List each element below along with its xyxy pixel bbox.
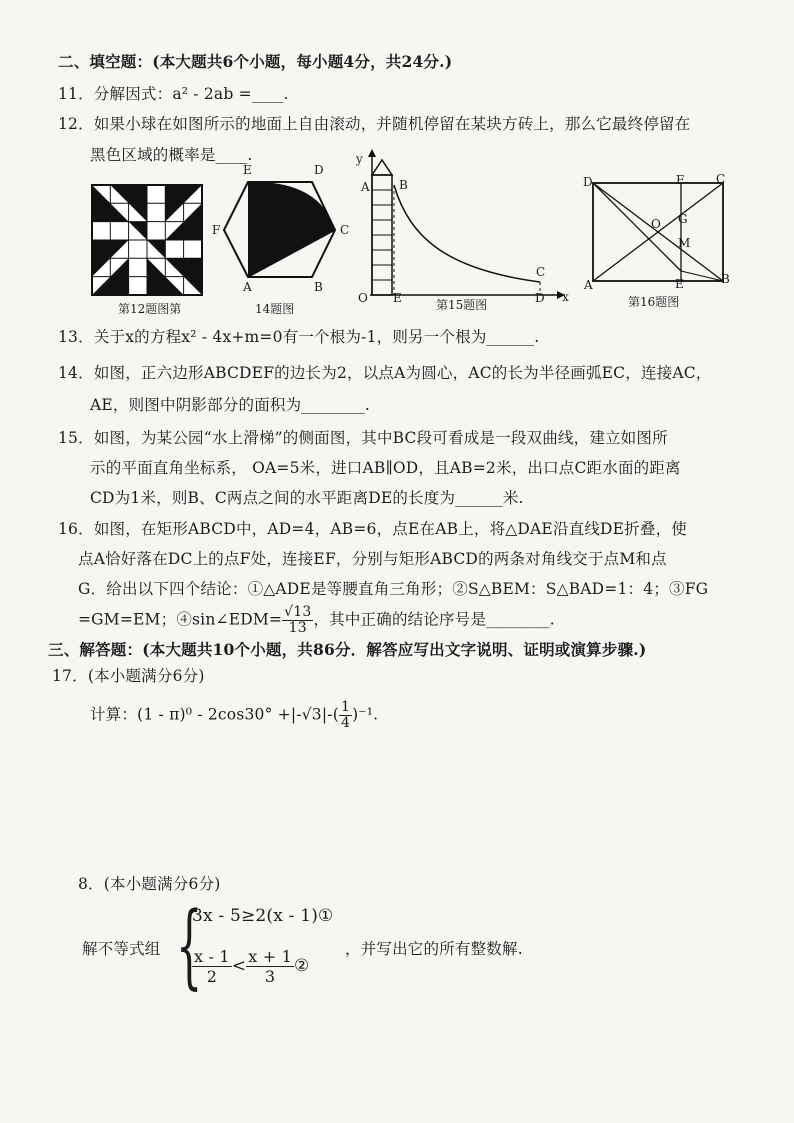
figure-14-caption: 14题图 (255, 302, 295, 316)
slide-label-A: A (361, 180, 370, 194)
q14-number: 14． (58, 364, 94, 382)
figure-12-tile-grid (90, 183, 204, 297)
question-15-line3: CD为1米，则B、C两点之间的水平距离DE的长度为______米. (90, 489, 524, 507)
q18-label: 解不等式组 (82, 940, 161, 958)
q16-number: 16． (58, 520, 94, 538)
hex-label-F: F (212, 223, 221, 237)
q18-right-fraction: $\frac{x + 1}{3}$ (248, 947, 293, 986)
q11-text: 分解因式：a² - 2ab =____. (93, 85, 289, 103)
q17-fraction: $\frac{1}{4}$ (340, 699, 351, 731)
hex-label-E: E (243, 163, 252, 177)
question-17-expression: 计算：(1 - π)⁰ - 2cos30° +|-√3|-( $\frac{1}{4}$ )⁻¹. (90, 699, 379, 731)
q17-number: 17． (52, 667, 88, 685)
question-13: 13．关于x的方程x² - 4x+m=0有一个根为-1，则另一个根为______. (58, 328, 540, 346)
section2-heading: 二、填空题：(本大题共6个小题，每小题4分，共24分.) (58, 52, 453, 71)
slide-label-E: E (393, 291, 402, 305)
q12-number: 12． (58, 115, 94, 133)
section3-heading: 三、解答题：(本大题共10个小题，共86分．解答应写出文字说明、证明或演算步骤.) (48, 640, 647, 659)
figure-15-caption: 第15题图 (436, 298, 488, 312)
question-18-header: 8．(本小题满分6分) (78, 875, 221, 893)
question-14-line2: AE，则图中阴影部分的面积为________. (90, 396, 371, 414)
figure-16-rectangle (585, 175, 735, 290)
slide-label-D: D (535, 291, 545, 305)
rect-label-G: G (678, 212, 688, 226)
hex-label-B: B (314, 280, 323, 294)
q18-inequality-1: 3x - 5≥2(x - 1)① (192, 906, 334, 926)
rect-label-C: C (716, 172, 726, 186)
slide-label-O: O (358, 291, 368, 305)
hex-label-D: D (314, 163, 324, 177)
question-16-line4: =GM=EM；④sin∠EDM= $\frac{√13}{13}$ ，其中正确的结论序号是________. (78, 604, 555, 636)
question-17-header: 17．(本小题满分6分) (52, 667, 205, 685)
rect-label-E: E (675, 277, 684, 291)
rect-label-M: M (678, 236, 691, 250)
rect-label-B: B (721, 272, 730, 286)
q18-tail: ，并写出它的所有整数解. (345, 940, 523, 958)
question-16-line2: 点A恰好落在DC上的点F处，连接EF，分别与矩形ABCD的两条对角线交于点M和点 (78, 550, 667, 568)
question-11 (58, 82, 289, 104)
q13-number: 13． (58, 328, 94, 346)
figure-12-caption: 第12题图第 (118, 302, 182, 316)
rect-label-O: O (651, 217, 661, 231)
hex-label-A: A (243, 280, 252, 294)
figure-15-slide (350, 145, 570, 305)
q16-fraction: $\frac{√13}{13}$ (284, 604, 312, 636)
q18-left-fraction: $\frac{x - 1}{2}$ (194, 947, 230, 986)
question-15-line1: 15．如图，为某公园“水上滑梯”的侧面图，其中BC段可看成是一段双曲线，建立如图所 (58, 429, 668, 447)
slide-label-y: y (356, 152, 363, 166)
question-16-line3: G．给出以下四个结论：①△ADE是等腰直角三角形；②S△BEM：S△BAD=1：4；③FG (78, 580, 709, 598)
q18-inequality-2: $\frac{x - 1}{2}$ < $\frac{x + 1}{3}$ ② (194, 947, 310, 986)
q11-number: 11． (58, 85, 94, 103)
rect-label-D: D (583, 175, 593, 189)
slide-label-x: x (562, 290, 569, 304)
q15-number: 15． (58, 429, 94, 447)
question-16-line1: 16．如图，在矩形ABCD中，AD=4，AB=6，点E在AB上，将△DAE沿直线DE折叠，使 (58, 520, 687, 538)
figure-16-caption: 第16题图 (628, 295, 680, 309)
question-15-line2: 示的平面直角坐标系， OA=5米，进口AB∥OD，且AB=2米，出口点C距水面的距离 (90, 459, 681, 477)
slide-label-B: B (399, 178, 408, 192)
q18-number: 8． (78, 875, 104, 893)
question-12-line2: 黑色区域的概率是____. (90, 146, 253, 164)
question-12-line1: 12．如果小球在如图所示的地面上自由滚动，并随机停留在某块方砖上，那么它最终停留在 (58, 115, 691, 133)
system-brace: { (176, 892, 203, 999)
hex-label-C: C (340, 223, 350, 237)
figure-14-hexagon (210, 162, 350, 302)
rect-label-A: A (584, 278, 593, 292)
question-14-line1: 14．如图，正六边形ABCDEF的边长为2，以点A为圆心，AC的长为半径画弧EC，连接AC， (58, 364, 712, 382)
slide-label-C: C (536, 265, 546, 279)
rect-label-F: F (676, 173, 685, 187)
